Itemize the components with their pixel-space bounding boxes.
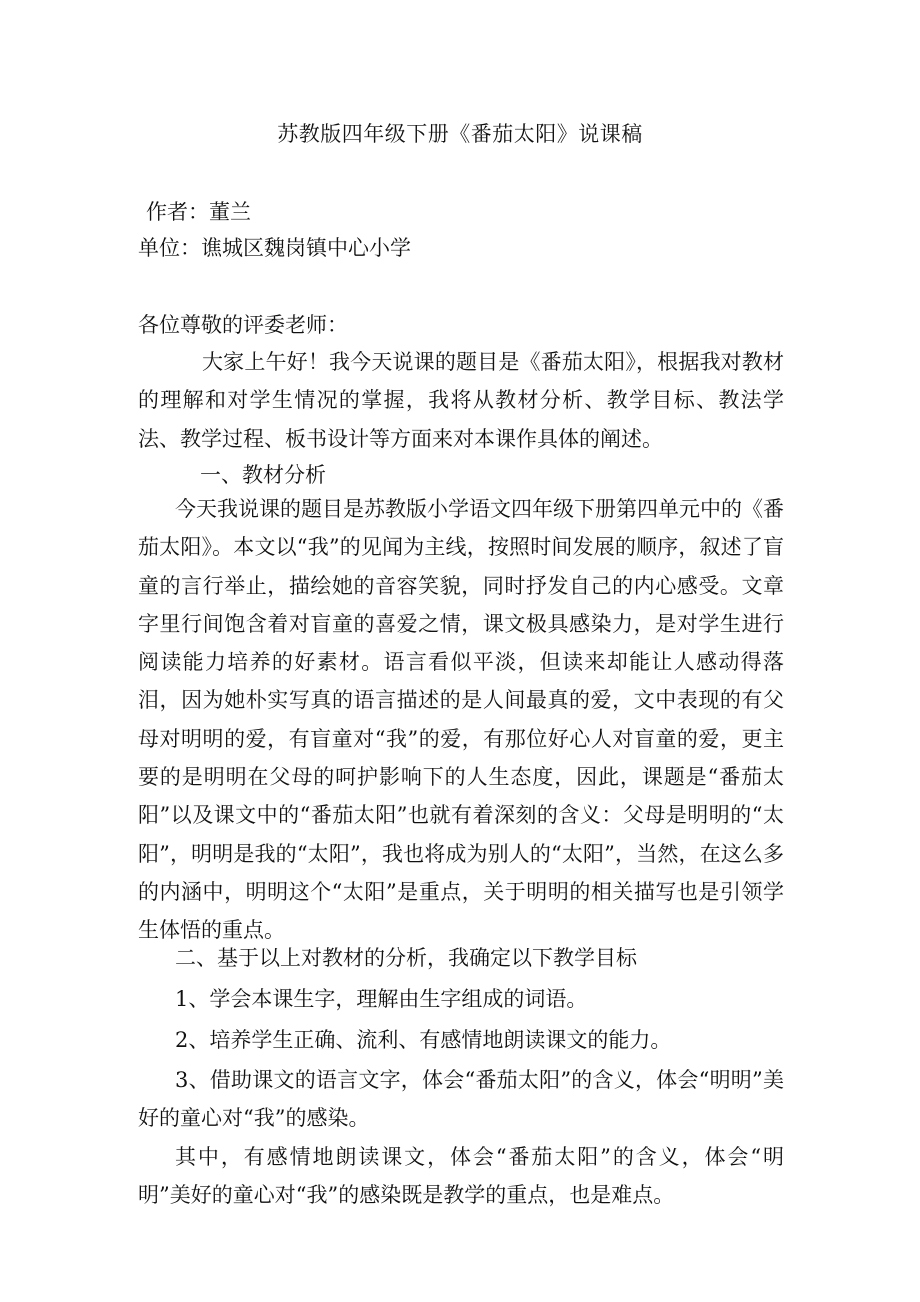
goal-item-1: 1、学会本课生字，理解由生字组成的词语。: [175, 987, 588, 1011]
key-points-paragraph: 其中，有感情地朗读课文，体会“番茄太阳”的含义，体会“明明”美好的童心对“我”的感染既是教学的重点，也是难点。: [138, 1145, 784, 1208]
section-two-heading: 二、基于以上对教材的分析，我确定以下教学目标: [175, 946, 637, 970]
goal-item-2: 2、培养学生正确、流利、有感情地朗读课文的能力。: [175, 1028, 672, 1052]
goal-item-3: 3、借助课文的语言文字，体会“番茄太阳”的含义，体会“明明”美好的童心对“我”的感染。: [138, 1068, 784, 1131]
section-one-paragraph: 今天我说课的题目是苏教版小学语文四年级下册第四单元中的《番茄太阳》。本文以“我”的见闻为主线，按照时间发展的顺序，叙述了盲童的言行举止，描绘她的音容笑貌，同时抒发自己的内心感受。文章字里行间饱含着对盲童的喜爱之情，课文极具感染力，是对学生进行阅读能力培养的好素材。语言看似平淡，但读来却能让人感动得落泪，因为她朴实写真的语言描述的是人间最真的爱，文中表现的有父母对明明的爱，有盲童对“我”的爱，有那位好心人对盲童的爱，更主要的是明明在父母的呵护影响下的人生态度，因此，课题是“番茄太阳”以及课文中的“番茄太阳”也就有着深刻的含义：父母是明明的“太阳”，明明是我的“太阳”，我也将成为别人的“太阳”，当然，在这么多的内涵中，明明这个“太阳”是重点，关于明明的相关描写也是引领学生体悟的重点。: [138, 497, 784, 943]
author-line: 作者：董兰: [146, 200, 251, 224]
section-one-heading: 一、教材分析: [200, 463, 326, 487]
salutation: 各位尊敬的评委老师：: [138, 313, 348, 337]
intro-paragraph: 大家上午好！我今天说课的题目是《番茄太阳》，根据我对教材的理解和对学生情况的掌握，我将从教材分析、教学目标、教法学法、教学过程、板书设计等方面来对本课作具体的阐述。: [138, 350, 784, 451]
unit-line: 单位：谯城区魏岗镇中心小学: [138, 236, 411, 260]
document-title: 苏教版四年级下册《番茄太阳》说课稿: [277, 122, 643, 146]
